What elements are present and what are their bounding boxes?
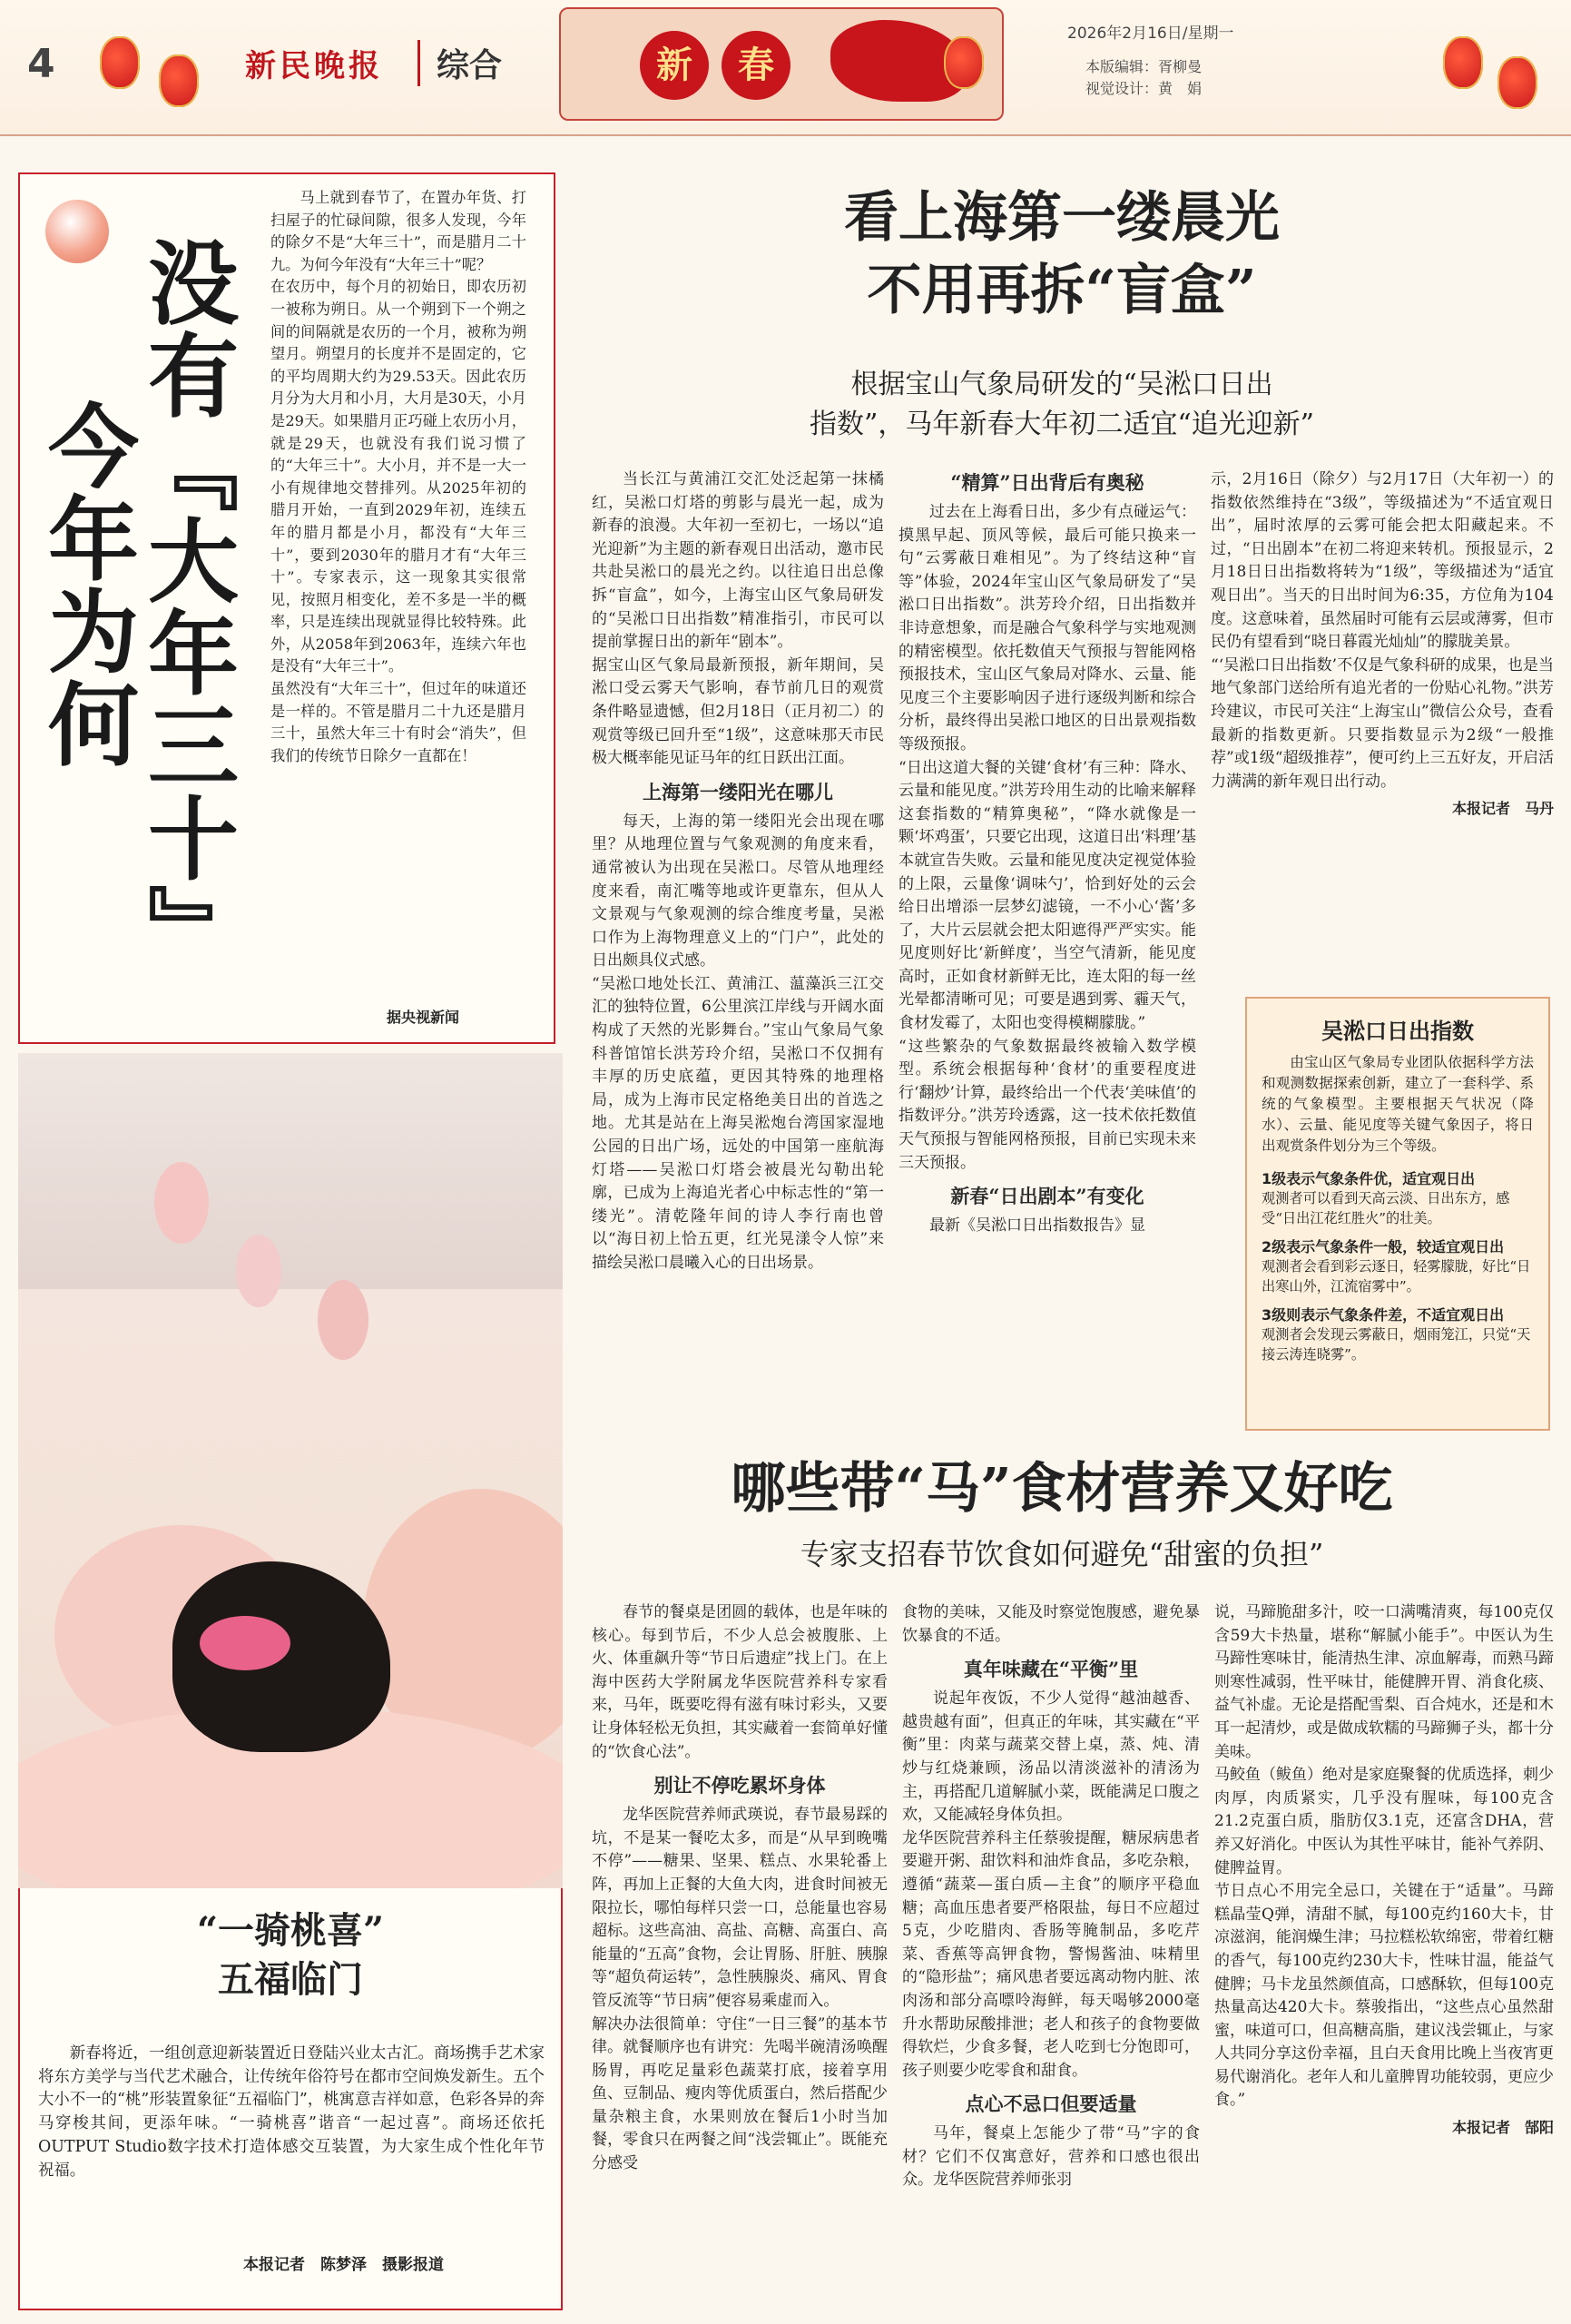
mall-installation-photo (18, 1053, 563, 1888)
story1-headline: 看上海第一缕晨光 不用再拆“盲盒” (844, 186, 1280, 322)
lantern-icon (100, 36, 140, 89)
left-story-body: 马上就到春节了，在置办年货、打扫屋子的忙碌间隙，很多人发现，今年的除夕不是“大年三十”，而是腊月二十九。为何今年没有“大年三十”呢？ 在农历中，每个月的初始日，即农历初一被称为朔日。从一个朔到下一个朔之间的间隔就是农历的一个月，被称为朔望月。朔望月的长度并不是固定的，它的平均周期大约为29.53天。因此农历月分为大月和小月，大月是30天，小月是29天。如果腊月正巧碰上农历小月，就是29天，也就没有我们说习惯了的“大年三十”。大小月，并不是一大一小有规律地交替排列。从2025年初的腊月开始，一直到2029年初，连续五年的腊月都是小月，都没有“大年三十”，要到2030年的腊月才有“大年三十”。专家表示，这一现象其实很常见，按照月相变化，差不多是一半的概率，只是连续出现就显得比较特殊。此外，从2058年到2063年，连续六年也是没有“大年三十”。 虽然没有“大年三十”，但过年的味道还是一样的。不管是腊月二十九还是腊月三十，虽然大年三十有时会“消失”，但我们的传统节日除夕一直都在！ (270, 189, 526, 764)
story2-subhead-1: 别让不停吃累坏身体 (653, 1774, 826, 1797)
lantern-icon (159, 54, 199, 107)
left-story-byline: 据央视新闻 (387, 1009, 460, 1026)
banner-char: 新 (640, 31, 709, 100)
section-name: 综合 (417, 40, 502, 86)
photo-story-title: “一骑桃喜” 五福临门 (196, 1909, 384, 2001)
story1-subhead-2: “精算”日出背后有奥秘 (950, 471, 1144, 494)
headline-part2: 今年为何 (33, 399, 140, 770)
story1-col1: 当长江与黄浦江交汇处泛起第一抹橘红，吴淞口灯塔的剪影与晨光一起，成为新春的浪漫。大年初一至初七，一场以“追光迎新”为主题的新春观日出活动，邀市民共赴吴淞口的晨光之约。以往追日出总像拆“盲盒”，如今，上海宝山区气象局研发的“吴淞口日出指数”精准指引，市民可以提前掌握日出的新年“剧本”。 据宝山区气象局最新预报，新年期间，吴淞口受云雾天气影响，春节前几日的观赏条件略显遗憾，但2月18日（正月初二）的观赏等级已回升至“1级”，这意味那天市民极大概率能见证马年的红日跃出江面。 上海第一缕阳光在哪儿 每天，上海的第一缕阳光会出现在哪里？从地理位置与气象观测的角度来看，通常被认为出现在吴淞口。尽管从地理经度来看，南汇嘴等地或许更靠东，但从人文景观与气象观测的综合维度考量，吴淞口作为上海物理意义上的“门户”，此处的日出颇具仪式感。 “吴淞口地处长江、黄浦江、蕰藻浜三江交汇的独特位置，6公里滨江岸线与开阔水面构成了天然的光影舞台。”宝山气象局气象科普馆馆长洪芳玲介绍，吴淞口不仅拥有丰厚的历史底蕴，更因其特殊的地理格局，成为上海市民定格绝美日出的首选之地。尤其是站在上海吴淞炮台湾国家湿地公园的日出广场，远处的中国第一座航海灯塔——吴淞口灯塔会被晨光勾勒出轮廓，已成为上海追光者心中标志性的“第一缕光”。清乾隆年间的诗人李行南也曾以“海日初上恰五更，红光晃漾令人惊”来描绘吴淞口晨曦入心的日出场景。 (592, 470, 884, 1272)
photo-story-body: 新春将近，一组创意迎新装置近日登陆兴业太古汇。商场携手艺术家将东方美学与当代艺术融合，让传统年俗符号在都市空间焕发新生。五个大小不一的“桃”形装置象征“五福临门”，桃寓意吉祥如意，色彩各异的奔马穿梭其间，更添年味。“一骑桃喜”谐音“一起过喜”。商场还依托OUTPUT Studio数字技术打造体感交互装置，为大家生成个性化年节祝福。 (38, 2044, 545, 2180)
issue-date: 2026年2月16日/星期一 (1067, 25, 1234, 43)
photo-story-byline: 本报记者 陈梦泽 摄影报道 (243, 2256, 444, 2274)
story1-subhead-3: 新春“日出剧本”有变化 (950, 1185, 1144, 1208)
story1-subhead-1: 上海第一缕阳光在哪儿 (643, 780, 833, 803)
story1-subtitle: 根据宝山气象局研发的“吴淞口日出 指数”，马年新春大年初二适宜“追光迎新” (809, 369, 1314, 440)
lantern-icon (944, 36, 984, 89)
story1-col2: “精算”日出背后有奥秘 过去在上海看日出，多少有点碰运气：摸黑早起、顶风等候，最后可能只换来一句“云雾蔽日难相见”。为了终结这种“盲等”体验，2024年宝山区气象局研发了“吴淞口日出指数”。洪芳玲介绍，日出指数并非诗意想象，而是融合气象科学与实地观测的精密模型。依托数值天气预报与智能网格预报技术，宝山区气象局对降水、云量、能见度三个主要影响因子进行逐级判断和综合分析，最终得出吴淞口地区的日出景观指数等级预报。 “日出这道大餐的关键‘食材’有三种：降水、云量和能见度。”洪芳玲用生动的比喻来解释这套指数的“精算奥秘”，“降水就像是一颗‘坏鸡蛋’，只要它出现，这道日出‘料理’基本就宣告失败。云量和能见度决定视觉体验的上限，云量像‘调味勺’，恰到好处的云会给日出增添一层梦幻滤镜，一不小心‘酱’多了，大片云层就会把太阳遮得严严实实。能见度则好比‘新鲜度’，当空气清新，能见度高时，正如食材新鲜无比，连太阳的每一丝光晕都清晰可见；可要是遇到雾、霾天气，食材发霉了，太阳也变得模糊朦胧。” “这些繁杂的气象数据最终被输入数学模型。系统会根据每种‘食材’的重要程度进行‘翻炒’计算，最终给出一个代表‘美味值’的指数评分。”洪芳玲透露，这一技术依托数值天气预报与智能网格预报，目前已实现未来三天预报。 新春“日出剧本”有变化 最新《吴淞口日出指数报告》显 (898, 468, 1196, 1238)
newspaper-brand: 新民晚报 (245, 48, 383, 84)
story1-col3: 示，2月16日（除夕）与2月17日（大年初一）的指数依然维持在“3级”，等级描述为“不适宜观日出”，届时浓厚的云雾可能会把太阳藏起来。不过，“日出剧本”在初二将迎来转机。预报显示，2月18日日出指数将转为“1级”，等级描述为“适宜观日出”。当天的日出时间为6:35，方位角为104度。这意味着，虽然届时可能有云层或薄雾，但市民仍有望看到“晓日暮霞光灿灿”的朦胧美景。 “‘吴淞口日出指数’不仅是气象科研的成果，也是当地气象部门送给所有追光者的一份贴心礼物。”洪芳玲建议，市民可关注“上海宝山”微信公众号，查看最新的指数更新。只要指数显示为2级“一般推荐”或1级“超级推荐”，便可约上三五好友，开启活力满满的新年观日出行动。 本报记者 马丹 (1211, 470, 1554, 818)
story2-subhead-2: 真年味藏在“平衡”里 (963, 1658, 1139, 1681)
banner-char: 春 (722, 31, 790, 100)
sunrise-index-box: 吴淞口日出指数 由宝山区气象局专业团队依据科学方法和观测数据探索创新，建立了一套科学、系统的气象模型。主要根据天气状况（降水）、云量、能见度等关键气象因子，将日出观赏条件划分为三个等级。 1级表示气象条件优，适宜观日出 观测者可以看到天高云淡、日出东方，感受“日出江花红胜火”的壮美。 2级表示气象条件一般，较适宜观日出 观测者会看到彩云逐日，轻雾朦胧，好比“日出寒山外，江流宿雾中”。 3级则表示气象条件差，不适宜观日出 观测者会发现云雾蔽日，烟雨笼江，只觉“天接云涛连晓雾”。 (1245, 997, 1550, 1431)
story2-subhead-3: 点心不忌口但要适量 (965, 2093, 1137, 2116)
story2-col1: 春节的餐桌是团圆的载体，也是年味的核心。每到节后，不少人总会被腹胀、上火、体重飙升等“节日后遗症”找上门。在上海中医药大学附属龙华医院营养科专家看来，马年，既要吃得有滋有味讨彩头，又要让身体轻松无负担，其实藏着一套简单好懂的“饮食心法”。 别让不停吃累坏身体 龙华医院营养师武瑛说，春节最易踩的坑，不是某一餐吃太多，而是“从早到晚嘴不停”——糖果、坚果、糕点、水果轮番上阵，再加上正餐的大鱼大肉，进食时间被无限拉长，哪怕每样只尝一口，总能量也容易超标。这些高油、高盐、高糖、高蛋白、高能量的“五高”食物，会让胃肠、肝脏、胰腺等“超负荷运转”，急性胰腺炎、痛风、胃食管反流等“节日病”便容易乘虚而入。 解决办法很简单：守住“一日三餐”的基本节律。就餐顺序也有讲究：先喝半碗清汤唤醒肠胃，再吃足量彩色蔬菜打底，接着享用鱼、豆制品、瘦肉等优质蛋白，然后搭配少量杂粮主食，水果则放在餐后1小时当加餐，零食只在两餐之间“浅尝辄止”。既能充分感受 (592, 1603, 888, 2173)
headline-part1: 没有『大年三十』 (133, 236, 240, 977)
story2-subtitle: 专家支招春节饮食如何避免“甜蜜的负担” (800, 1537, 1324, 1571)
peach-icon (45, 200, 109, 263)
lantern-icon (1443, 36, 1483, 89)
story2-col2: 食物的美味，又能及时察觉饱腹感，避免暴饮暴食的不适。 真年味藏在“平衡”里 说起年夜饭，不少人觉得“越油越香、越贵越有面”，但真正的年味，其实藏在“平衡”里：肉菜与蔬菜交替上桌，蒸、炖、清炒与红烧兼顾，汤品以清淡滋补的清汤为主，再搭配几道解腻小菜，既能满足口腹之欢，又能减轻身体负担。 龙华医院营养科主任蔡骏提醒，糖尿病患者要避开粥、甜饮料和油炸食品，多吃杂粮，遵循“蔬菜—蛋白质—主食”的顺序平稳血糖；高血压患者要严格限盐，每日不应超过5克，少吃腊肉、香肠等腌制品，多吃芹菜、香蕉等高钾食物，警惕酱油、味精里的“隐形盐”；痛风患者要远离动物内脏、浓肉汤和部分高嘌呤海鲜，每天喝够2000毫升水帮助尿酸排泄；老人和孩子的食物要做得软烂，少食多餐，老人吃到七分饱即可，孩子则要少吃零食和甜食。 点心不忌口但要适量 马年，餐桌上怎能少了带“马”字的食材？它们不仅寓意好，营养和口感也很出众。龙华医院营养师张羽 (902, 1603, 1200, 2190)
editor-credit: 本版编辑：胥柳曼 视觉设计：黄 娟 (1085, 58, 1203, 97)
story2-col3: 说，马蹄脆甜多汁，咬一口满嘴清爽，每100克仅含59大卡热量，堪称“解腻小能手”。中医认为生马蹄性寒味甘，能清热生津、凉血解毒，而熟马蹄则寒性减弱，性平味甘，能健脾开胃、消食化痰、益气补虚。无论是搭配雪梨、百合炖水，还是和木耳一起清炒，或是做成软糯的马蹄狮子头，都十分美味。 马鲛鱼（鲅鱼）绝对是家庭聚餐的优质选择，刺少肉厚，肉质紧实，几乎没有腥味，每100克含21.2克蛋白质，脂肪仅3.1克，还富含DHA，营养又好消化。中医认为其性平味甘，能补气养阴、健脾益胃。 节日点心不用完全忌口，关键在于“适量”。马蹄糕晶莹Q弹，清甜不腻，每100克约160大卡，甘凉滋润，能润燥生津；马拉糕松软绵密，带着红糖的香气，每100克约230大卡，性味甘温，能益气健脾；马卡龙虽然颜值高，口感酥软，但每100克热量高达420大卡。蔡骏指出，“这些点心虽然甜蜜，味道可口，但高糖高脂，建议浅尝辄止，与家人共同分享这份幸福，且白天食用比晚上当夜宵更易代谢消化。老年人和儿童脾胃功能较弱，更应少食。” 本报记者 郜阳 (1214, 1603, 1554, 2137)
story2-headline: 哪些带“马”食材营养又好吃 (731, 1457, 1393, 1521)
page-number: 4 (27, 41, 55, 87)
lantern-icon (1497, 56, 1537, 109)
